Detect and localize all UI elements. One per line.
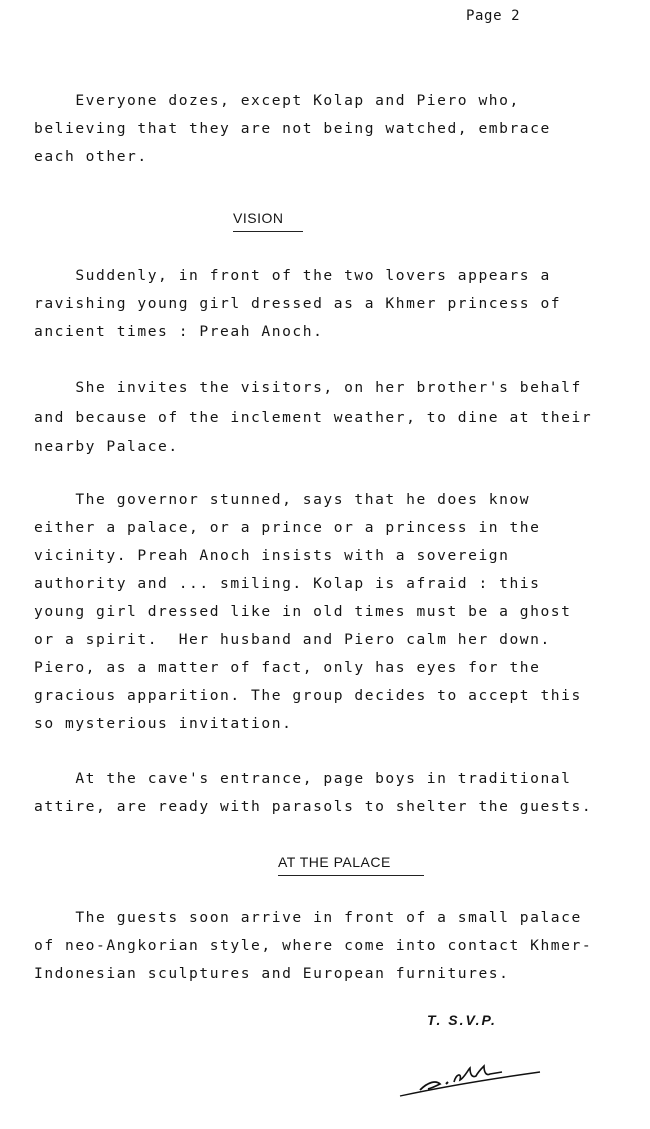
text-line: nearby Palace. xyxy=(34,438,179,455)
text-line: ravishing young girl dressed as a Khmer princess of xyxy=(34,295,562,312)
palace-heading-underline xyxy=(278,875,424,876)
text-line: Piero, as a matter of fact, only has eyes for the xyxy=(34,659,541,676)
text-line: The guests soon arrive in front of a small palace xyxy=(34,909,582,926)
text-line: Indonesian sculptures and European furnitures. xyxy=(34,965,510,982)
text-line: ancient times : Preah Anoch. xyxy=(34,323,324,340)
text-line: either a palace, or a prince or a princess in the xyxy=(34,519,541,536)
text-line: vicinity. Preah Anoch insists with a sovereign xyxy=(34,547,510,564)
text-line: of neo-Angkorian style, where come into contact Khmer- xyxy=(34,937,593,954)
text-line: and because of the inclement weather, to dine at their xyxy=(34,409,593,426)
signature-icon xyxy=(398,1060,548,1100)
text-line: believing that they are not being watched, embrace xyxy=(34,120,551,137)
text-line: She invites the visitors, on her brother's behalf xyxy=(34,379,582,396)
text-line: young girl dressed like in old times must be a ghost xyxy=(34,603,572,620)
vision-heading: VISION xyxy=(233,210,284,226)
vision-heading-underline xyxy=(233,231,303,232)
text-line: At the cave's entrance, page boys in traditional xyxy=(34,770,572,787)
text-line: gracious apparition. The group decides to accept this xyxy=(34,687,582,704)
page-number: Page 2 xyxy=(466,8,521,24)
text-line: so mysterious invitation. xyxy=(34,715,293,732)
text-line: The governor stunned, says that he does know xyxy=(34,491,531,508)
text-line: each other. xyxy=(34,148,148,165)
text-line: Suddenly, in front of the two lovers appears a xyxy=(34,267,551,284)
text-line: authority and ... smiling. Kolap is afraid : this xyxy=(34,575,541,592)
text-line: attire, are ready with parasols to shelter the guests. xyxy=(34,798,593,815)
text-line: Everyone dozes, except Kolap and Piero who, xyxy=(34,92,520,109)
text-line: or a spirit. Her husband and Piero calm her down. xyxy=(34,631,551,648)
palace-heading: AT THE PALACE xyxy=(278,854,391,870)
tsvp-note: T. S.V.P. xyxy=(427,1012,497,1028)
